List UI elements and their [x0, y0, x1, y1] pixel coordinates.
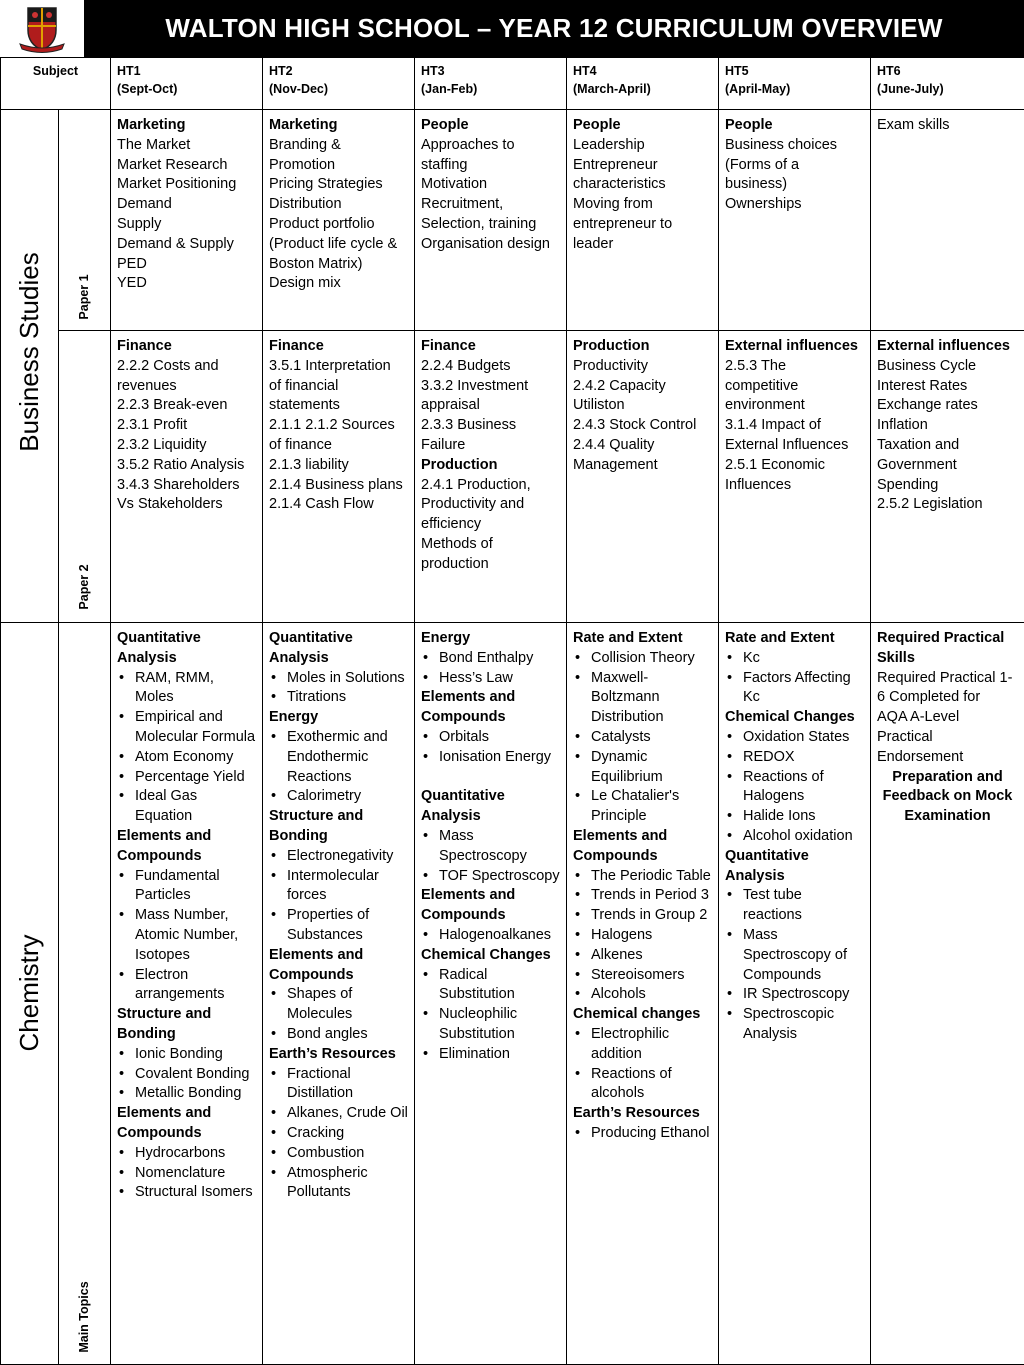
chemistry-row	[1, 623, 1024, 1365]
bs-p1-ht1: Marketing The Market Market Research Market Positioning Demand Supply Demand & Supply PED YED	[111, 110, 263, 331]
paper1-label: Paper 1	[76, 274, 91, 320]
bullet-list: • Collision Theory • Maxwell-Boltzmann Distribution • Catalysts • Dynamic Equilibrium • Le Chatalier's Principle	[573, 649, 712, 827]
bullet-list: • Radical Substitution • Nucleophilic Substitution • Elimination	[421, 966, 560, 1065]
bullet-list: • Bond Enthalpy • Hess’s Law	[421, 649, 560, 689]
crest-icon	[0, 0, 84, 57]
bullet-list: • The Periodic Table • Trends in Period 3 • Trends in Group 2 • Halogens • Alkenes • Stereoisomers • Alcohols	[573, 867, 712, 1006]
bullet-list: • Shapes of Molecules • Bond angles	[269, 985, 408, 1044]
bs-p2-ht1: Finance 2.2.2 Costs and revenues 2.2.3 Break-even 2.3.1 Profit 2.3.2 Liquidity 3.5.2 Ratio Analysis 3.4.3 Shareholders Vs Stakeholders	[111, 331, 263, 623]
bullet-list: • Kc • Factors Affecting Kc	[725, 649, 864, 708]
main-topics-cell	[59, 623, 111, 1365]
bullet-list: • Electrophilic addition • Reactions of alcohols	[573, 1025, 712, 1104]
school-crest-logo	[0, 0, 84, 57]
bs-p1-ht5: People Business choices (Forms of a business) Ownerships	[719, 110, 871, 331]
chem-ht5: Rate and Extent • Kc • Factors Affecting Kc Chemical Changes • Oxidation States • REDOX • Reactions of Halogens • Halide Ions • Alcohol oxidation Quantitative Analysis • Test tube reactions • Mass Spectroscopy of Compounds • IR Spectroscopy • Spectroscopic Analysis	[719, 623, 871, 1365]
page-title: WALTON HIGH SCHOOL – YEAR 12 CURRICULUM OVERVIEW	[165, 13, 943, 43]
bs-p2-ht4: Production Productivity 2.4.2 Capacity Utiliston 2.4.3 Stock Control 2.4.4 Quality Management	[567, 331, 719, 623]
chem-ht4: Rate and Extent • Collision Theory • Maxwell-Boltzmann Distribution • Catalysts • Dynamic Equilibrium • Le Chatalier's Principle Elements and Compounds • The Periodic Table • Trends in Period 3 • Trends in Group 2 • Halogens • Alkenes • Stereoisomers • Alcohols Chemical changes • Electrophilic addition • Reactions of alcohols Earth’s Resources • Producing Ethanol	[567, 623, 719, 1365]
paper2-label: Paper 2	[76, 564, 91, 610]
bs-p1-ht2: Marketing Branding & Promotion Pricing Strategies Distribution Product portfolio (Product life cycle & Boston Matrix) Design mix	[263, 110, 415, 331]
bullet-list: • Hydrocarbons • Nomenclature • Structural Isomers	[117, 1144, 256, 1203]
chem-ht6: Required Practical Skills Required Practical 1- 6 Completed for AQA A-Level Practical Endorsement Preparation and Feedback on Mock Examination	[871, 623, 1024, 1365]
bullet-list: • Producing Ethanol	[573, 1124, 712, 1144]
bullet-list: • Orbitals • Ionisation Energy	[421, 728, 560, 768]
bullet-list: • Oxidation States • REDOX • Reactions of Halogens • Halide Ions • Alcohol oxidation	[725, 728, 864, 847]
bullet-list: • Ionic Bonding • Covalent Bonding • Metallic Bonding	[117, 1045, 256, 1104]
chemistry-label: Chemistry	[13, 934, 44, 1052]
bullet-list: • Electronegativity • Intermolecular forces • Properties of Substances	[269, 847, 408, 946]
bs-p2-ht2: Finance 3.5.1 Interpretation of financial statements 2.1.1 2.1.2 Sources of finance 2.1.3 liability 2.1.4 Business plans 2.1.4 Cash Flow	[263, 331, 415, 623]
subject-column-header: Subject	[1, 58, 111, 110]
bullet-list: • RAM, RMM, Moles • Empirical and Molecular Formula • Atom Economy • Percentage Yield • Ideal Gas Equation	[117, 669, 256, 827]
subject-business-studies	[1, 110, 59, 623]
bullet-list: • Moles in Solutions • Titrations	[269, 669, 408, 709]
bs-p2-ht6: External influences Business Cycle Interest Rates Exchange rates Inflation Taxation and Government Spending 2.5.2 Legislation	[871, 331, 1024, 623]
bs-p2-ht5: External influences 2.5.3 The competitive environment 3.1.4 Impact of External Influences 2.5.1 Economic Influences	[719, 331, 871, 623]
bullet-list: • Exothermic and Endothermic Reactions • Calorimetry	[269, 728, 408, 807]
bullet-list: • Halogenoalkanes	[421, 926, 560, 946]
term-header-ht1: HT1 (Sept-Oct)	[111, 58, 263, 110]
curriculum-table	[0, 57, 1024, 1365]
term-header-ht6: HT6 (June-July)	[871, 58, 1024, 110]
bs-p1-ht3: People Approaches to staffing Motivation Recruitment, Selection, training Organisation design	[415, 110, 567, 331]
business-paper1-row	[1, 110, 1024, 331]
paper2-cell	[59, 331, 111, 623]
page-header	[0, 0, 1024, 57]
business-studies-label: Business Studies	[13, 252, 44, 452]
term-header-ht2: HT2 (Nov-Dec)	[263, 58, 415, 110]
bs-p1-ht4: People Leadership Entrepreneur characteristics Moving from entrepreneur to leader	[567, 110, 719, 331]
bullet-list: • Mass Spectroscopy • TOF Spectroscopy	[421, 827, 560, 886]
main-topics-label: Main Topics	[76, 1281, 91, 1353]
chem-ht3: Energy • Bond Enthalpy • Hess’s Law Elements and Compounds • Orbitals • Ionisation Energy Quantitative Analysis • Mass Spectroscopy • TOF Spectroscopy Elements and Compounds • Halogenoalkanes Chemical Changes • Radical Substitution • Nucleophilic Substitution • Elimination	[415, 623, 567, 1365]
bullet-list: • Fundamental Particles • Mass Number, Atomic Number, Isotopes • Electron arrangements	[117, 867, 256, 1006]
bullet-list: • Fractional Distillation • Alkanes, Crude Oil • Cracking • Combustion • Atmospheric Pollutants	[269, 1065, 408, 1204]
paper1-cell	[59, 110, 111, 331]
spacer	[421, 768, 560, 788]
bs-p2-ht3: Finance 2.2.4 Budgets 3.3.2 Investment appraisal 2.3.3 Business Failure Production 2.4.1 Production, Productivity and efficiency Methods of production	[415, 331, 567, 623]
term-header-ht5: HT5 (April-May)	[719, 58, 871, 110]
term-header-ht4: HT4 (March-April)	[567, 58, 719, 110]
chem-ht1: Quantitative Analysis • RAM, RMM, Moles • Empirical and Molecular Formula • Atom Economy • Percentage Yield • Ideal Gas Equation Elements and Compounds • Fundamental Particles • Mass Number, Atomic Number, Isotopes • Electron arrangements Structure and Bonding • Ionic Bonding • Covalent Bonding • Metallic Bonding Elements and Compounds • Hydrocarbons • Nomenclature • Structural Isomers	[111, 623, 263, 1365]
term-header-ht3: HT3 (Jan-Feb)	[415, 58, 567, 110]
chem-ht2: Quantitative Analysis • Moles in Solutions • Titrations Energy • Exothermic and Endothermic Reactions • Calorimetry Structure and Bonding • Electronegativity • Intermolecular forces • Properties of Substances Elements and Compounds • Shapes of Molecules • Bond angles Earth’s Resources • Fractional Distillation • Alkanes, Crude Oil • Cracking • Combustion • Atmospheric Pollutants	[263, 623, 415, 1365]
business-paper2-row	[1, 331, 1024, 623]
bs-p1-ht6: Exam skills	[871, 110, 1024, 331]
bullet-list: • Test tube reactions • Mass Spectroscopy of Compounds • IR Spectroscopy • Spectroscopic Analysis	[725, 886, 864, 1044]
subject-chemistry	[1, 623, 59, 1365]
header-row	[1, 58, 1024, 110]
